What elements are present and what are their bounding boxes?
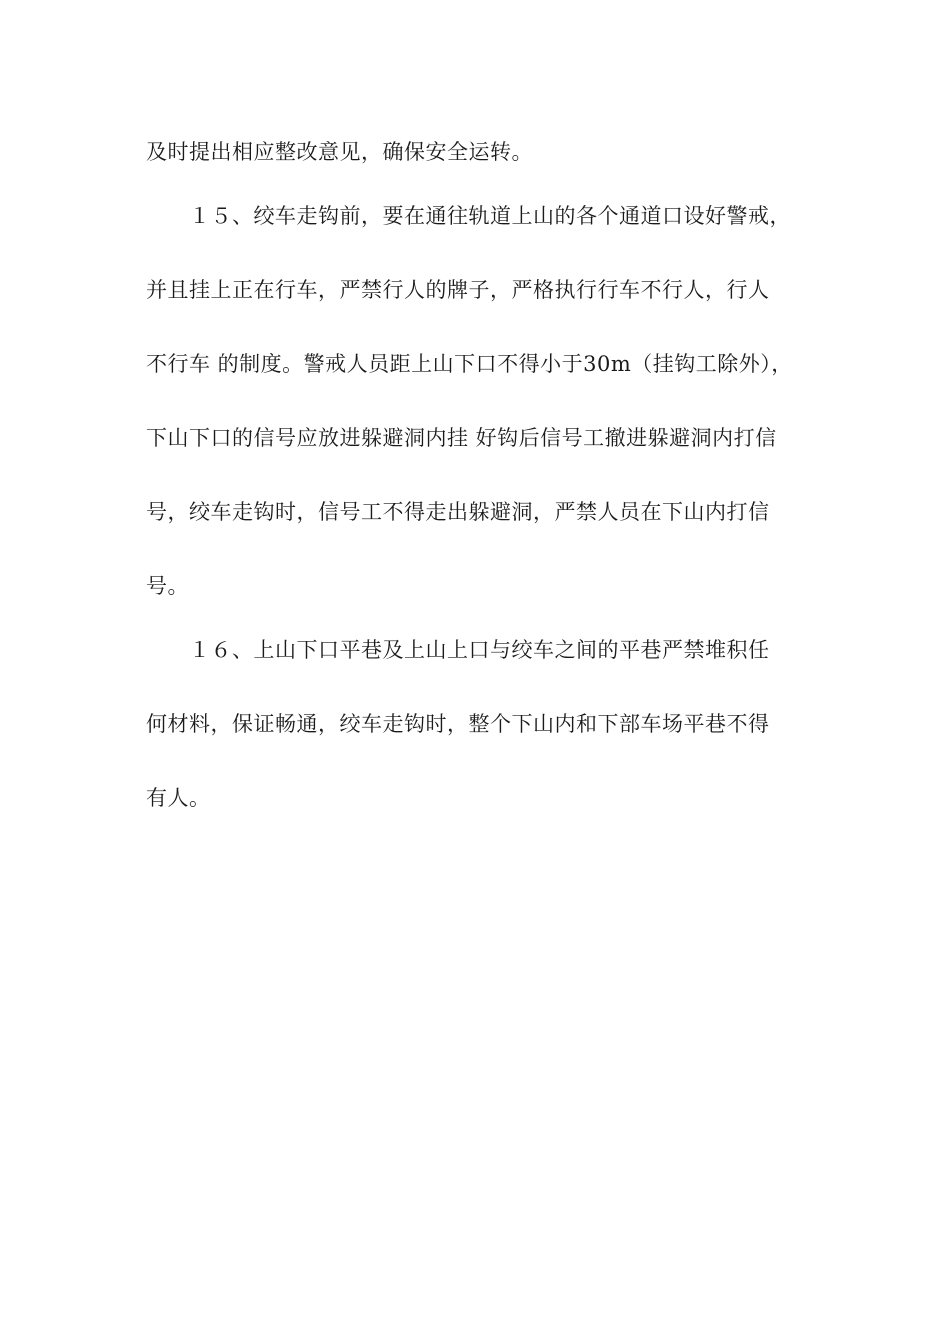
text-line: 并且挂上正在行车，严禁行人的牌子，严格执行行车不行人，行人 (146, 278, 770, 302)
text-line: 不行车 的制度。警戒人员距上山下口不得小于30m（挂钩工除外）， (146, 352, 793, 376)
text-line: 及时提出相应整改意见，确保安全运转。 (146, 140, 533, 164)
text-line: 有人。 (146, 786, 211, 810)
text-line: 何材料，保证畅通，绞车走钩时，整个下山内和下部车场平巷不得 (146, 712, 770, 736)
text-line: 号，绞车走钩时，信号工不得走出躲避洞，严禁人员在下山内打信 (146, 500, 770, 524)
text-line: 下山下口的信号应放进躲避洞内挂 好钩后信号工撤进躲避洞内打信 (146, 426, 777, 450)
text-line: １５、绞车走钩前，要在通往轨道上山的各个通道口设好警戒， (146, 204, 791, 228)
text-line: １６、上山下口平巷及上山上口与绞车之间的平巷严禁堆积任 (146, 638, 770, 662)
text-line: 号。 (146, 574, 189, 598)
